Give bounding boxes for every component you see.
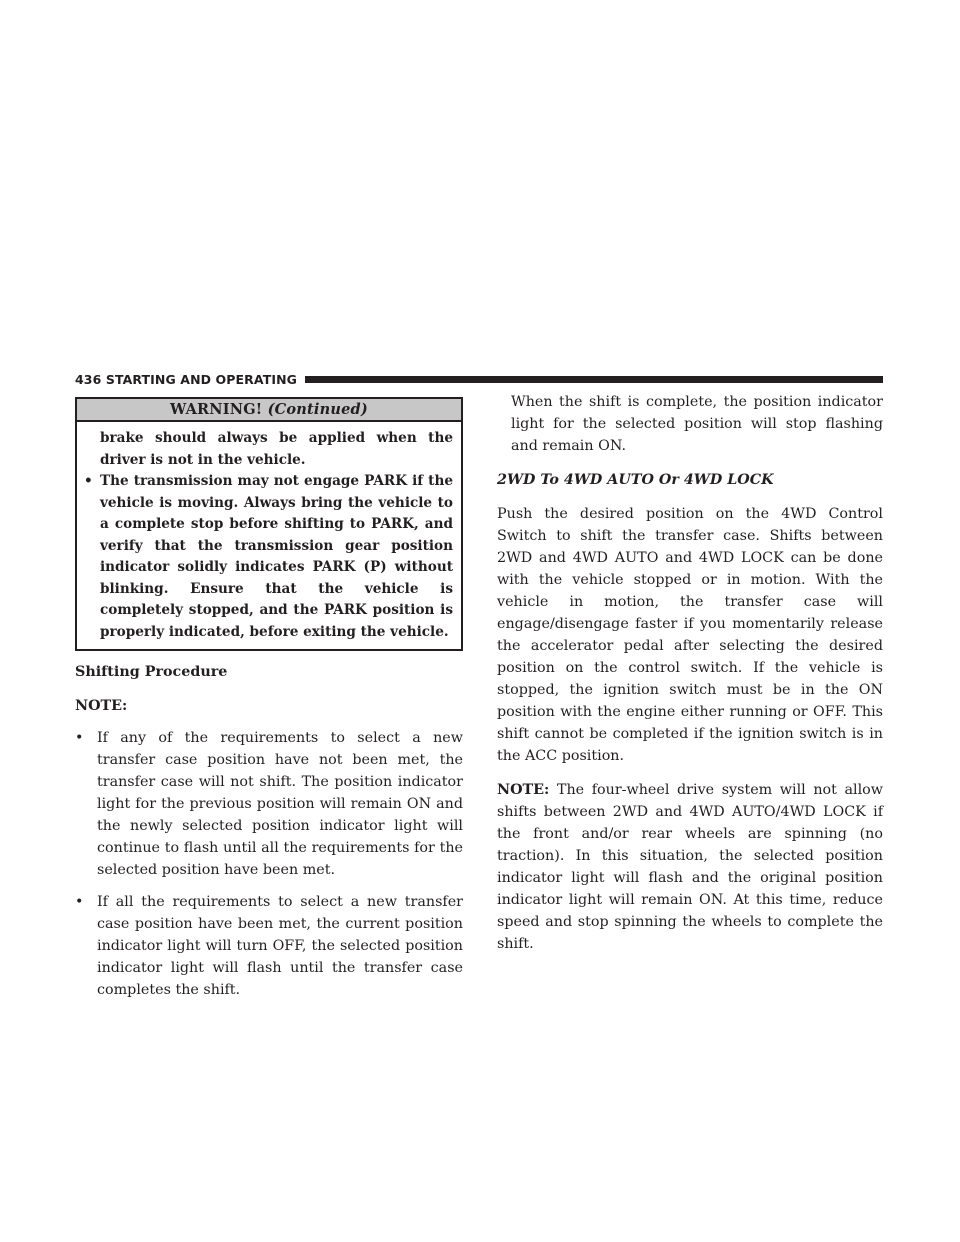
page-header (75, 369, 883, 389)
note-label: NOTE: (75, 698, 128, 714)
list-item (75, 891, 463, 1001)
list-item-text: If all the requirements to select a new transfer case position have been met, the current position indicator light will turn OFF, the selected position indicator light will flash until the transfer case completes the shift. (97, 894, 463, 998)
warning-item-continued: brake should always be applied when the driver is not in the vehicle. (100, 430, 453, 468)
list-item (75, 727, 463, 881)
right-column (497, 391, 883, 955)
warning-box (75, 397, 463, 651)
warning-title-text: WARNING! (170, 401, 263, 418)
2wd-to-4wd-heading: 2WD To 4WD AUTO Or 4WD LOCK (497, 472, 774, 488)
note-text: The four-wheel drive system will not allow shifts between 2WD and 4WD AUTO/4WD LOCK if the front and/or rear wheels are spinning (no traction). In this situation, the selected position indicator light will flash and the original position indicator light will remain ON. At this time, reduce speed and stop spinning the wheels to complete the shift. (497, 782, 883, 952)
warning-body (77, 422, 461, 649)
header-rule (305, 376, 883, 383)
shift-paragraph: Push the desired position on the 4WD Control Switch to shift the transfer case. Shifts between 2WD and 4WD AUTO and 4WD LOCK can be done with the vehicle stopped or in motion. With the vehicle in motion, the transfer case will engage/disengage faster if you momentarily release the accelerator pedal after selecting the desired position on the control switch. If the vehicle is stopped, the ignition switch must be in the ON position with the engine either running or OFF. This shift cannot be completed if the ignition switch is in the ACC position. (497, 506, 883, 764)
bullet-icon: • (75, 894, 84, 910)
continuation-paragraph: When the shift is complete, the position indicator light for the selected position will stop flashing and remain ON. (511, 394, 883, 454)
page-number-section-title: 436 STARTING AND OPERATING (75, 371, 298, 387)
bullet-icon: • (75, 730, 84, 746)
list-item-text: If any of the requirements to select a new transfer case position have not been met, the transfer case will not shift. The position indicator light for the previous position will remain ON and the newly selected position indicator light will continue to flash until all the requirements for the selected position have been met. (97, 730, 463, 878)
note-paragraph (497, 779, 883, 955)
shifting-procedure-heading: Shifting Procedure (75, 664, 228, 680)
left-column (75, 397, 463, 1001)
warning-item-park: • The transmission may not engage PARK if the vehicle is moving. Always bring the vehicle to a complete stop before shifting to PARK, and verify that the transmission gear position indicator solidly indicates PARK (P) without blinking. Ensure that the vehicle is completely stopped, and the PARK position is properly indicated, before exiting the vehicle. (87, 471, 453, 643)
note-label: NOTE: (497, 782, 550, 798)
warning-title (77, 399, 461, 422)
warning-title-continued: (Continued) (267, 401, 368, 418)
